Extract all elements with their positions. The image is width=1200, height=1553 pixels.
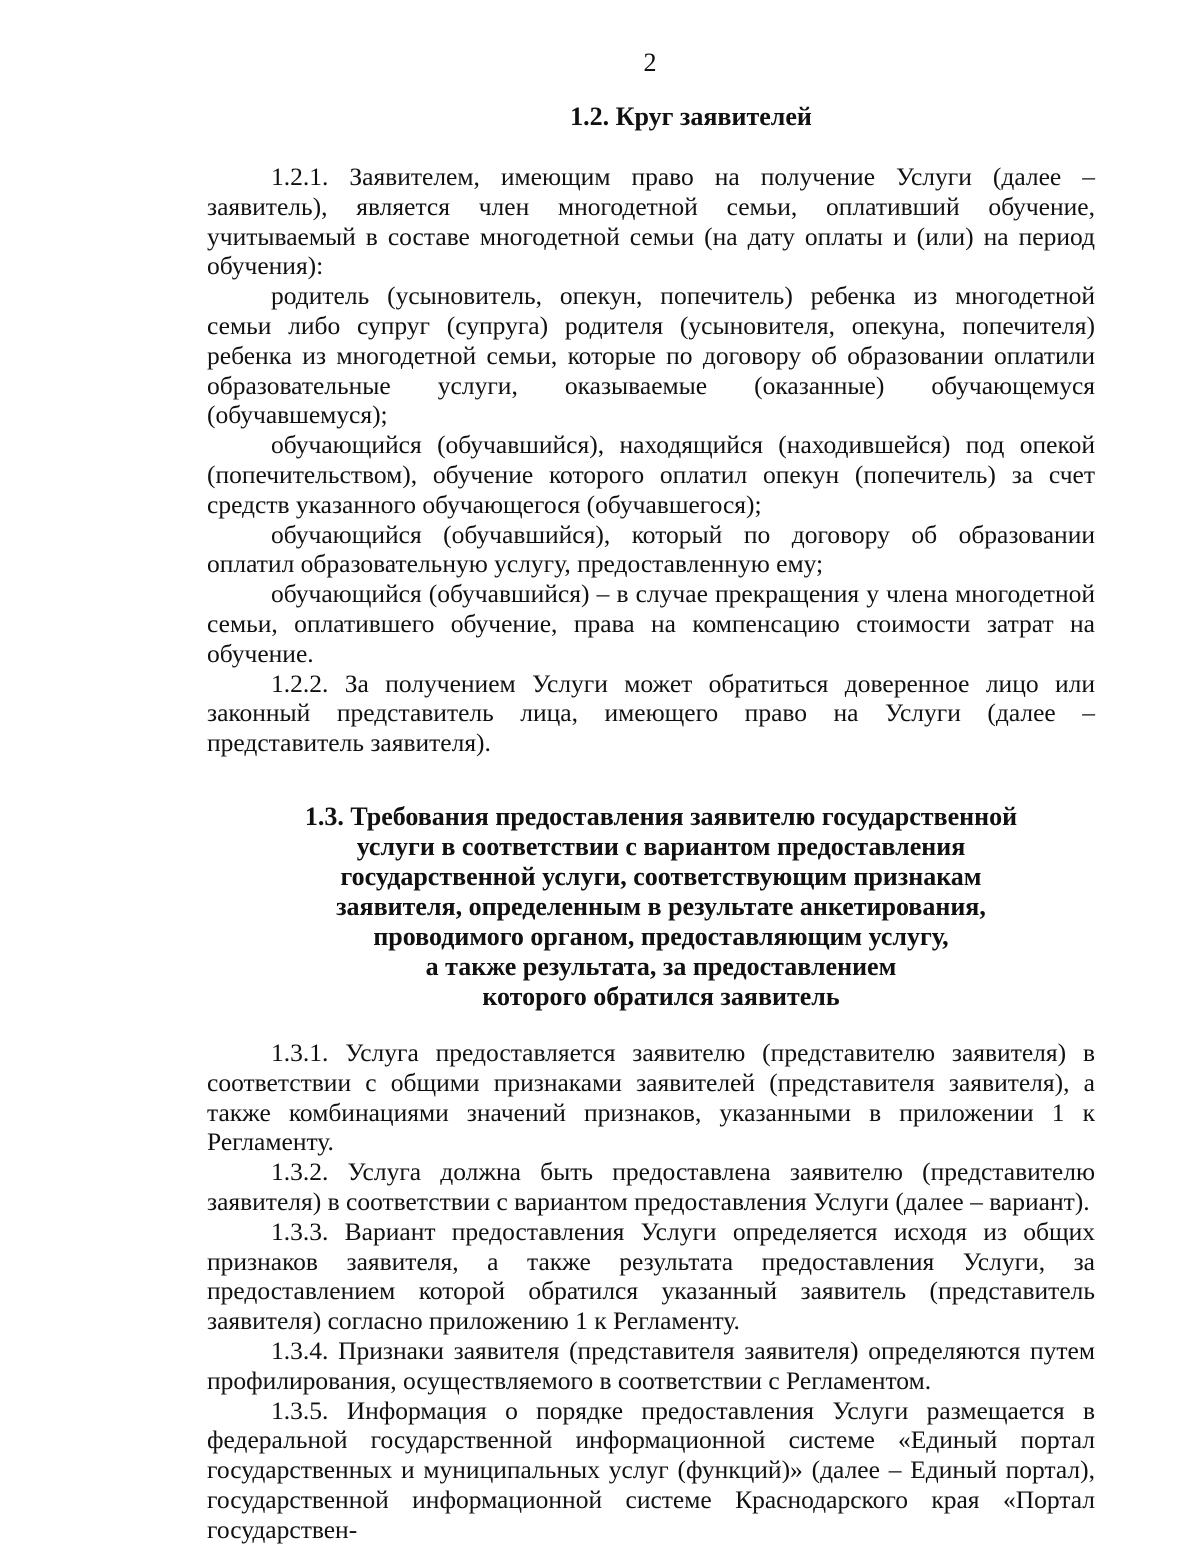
paragraph-1-3-3: 1.3.3. Вариант предоставления Услуги определяется исходя из общих признаков заявителя, а также результата предоставления Услуги, за предоставлением которой обратился указанный заявитель (представитель заявителя) согласно приложению 1 к Регламенту.	[207, 1216, 1095, 1336]
heading-line: 1.3. Требования предоставления заявителю государственной	[304, 801, 1018, 831]
heading-line: а также результата, за предоставлением	[425, 951, 897, 981]
paragraph-1-3-5: 1.3.5. Информация о порядке предоставления Услуги размещается в федеральной государственной информационной системе «Единый портал государственных и муниципальных услуг (функций)» (далее – Единый портал), государственной информационной системе Краснодарского края «Портал государствен-	[207, 1395, 1095, 1544]
paragraph-1-3-4: 1.3.4. Признаки заявителя (представителя заявителя) определяются путем профилирования, осуществляемого в соответствии с Регламентом.	[207, 1335, 1095, 1395]
paragraph-applicant-parent: родитель (усыновитель, опекун, попечитель) ребенка из многодетной семьи либо супруг (супруга) родителя (усыновителя, опекуна, попечителя) ребенка из многодетной семьи, которые по договору об образовании оплатили образовательные услуги, оказываемые (оказанные) обучающемуся (обучавшемуся);	[207, 281, 1095, 430]
section-1-2	[207, 162, 1095, 758]
heading-line: услуги в соответствии с вариантом предоставления	[356, 831, 966, 861]
page-number: 2	[643, 48, 657, 77]
paragraph-1-3-2: 1.3.2. Услуга должна быть предоставлена заявителю (представителю заявителя) в соответствии с вариантом предоставления Услуги (далее – вариант).	[207, 1157, 1095, 1216]
paragraph-1-2-1: 1.2.1. Заявителем, имеющим право на получение Услуги (далее – заявитель), является член многодетной семьи, оплативший обучение, учитываемый в составе многодетной семьи (на дату оплаты и (или) на период обучения):	[207, 162, 1095, 281]
paragraph-1-3-1: 1.3.1. Услуга предоставляется заявителю (представителю заявителя) в соответствии с общими признаками заявителей (представителя заявителя), а также комбинациями значений признаков, указанными в приложении 1 к Регламенту.	[207, 1037, 1095, 1157]
heading-line: которого обратился заявитель	[482, 981, 840, 1011]
paragraph-applicant-self-paid: обучающийся (обучавшийся), который по договору об образовании оплатил образовательную услугу, предоставленную ему;	[207, 519, 1095, 579]
paragraph-applicant-ward: обучающийся (обучавшийся), находящийся (находившейся) под опекой (попечительством), обучение которого оплатил опекун (попечитель) за счет средств указанного обучающегося (обучавшегося);	[207, 430, 1095, 519]
heading-line: проводимого органом, предоставляющим услугу,	[373, 921, 949, 951]
heading-line: государственной услуги, соответствующим признакам	[340, 861, 982, 891]
section-1-3-heading	[207, 802, 1095, 1012]
section-1-3	[207, 1038, 1095, 1545]
section-1-2-heading: 1.2. Круг заявителей	[570, 102, 812, 131]
heading-line: заявителя, определенным в результате анкетирования,	[336, 891, 986, 921]
paragraph-1-2-2: 1.2.2. За получением Услуги может обратиться доверенное лицо или законный представитель лица, имеющего право на Услуги (далее – представитель заявителя).	[207, 668, 1095, 758]
paragraph-applicant-student: обучающийся (обучавшийся) – в случае прекращения у члена многодетной семьи, оплатившего обучение, права на компенсацию стоимости затрат на обучение.	[207, 579, 1095, 668]
document-body	[207, 100, 1095, 1544]
